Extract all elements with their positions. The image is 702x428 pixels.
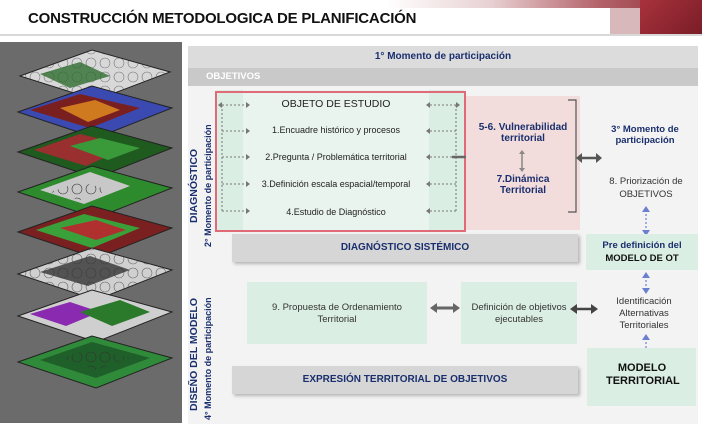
arrow-priorizacion-predefinicion-icon — [640, 206, 652, 236]
header-divider — [0, 34, 702, 36]
objeto-row-1: 1.Encuadre histórico y procesos — [271, 125, 401, 135]
predefinicion-line2: MODELO DE OT — [605, 253, 679, 264]
momento2-label: 2° Momento de participación — [203, 124, 213, 248]
header-decoration-light — [610, 8, 640, 34]
arrow-vulnerabilidad-dinamica-icon — [517, 150, 527, 172]
expresion-territorial-bar: EXPRESIÓN TERRITORIAL DE OBJETIVOS — [232, 366, 578, 394]
definicion-objetivos-text: Definición de objetivos ejecutables — [471, 302, 567, 325]
propuesta-text: 9. Propuesta de Ordenamiento Territorial — [272, 302, 402, 325]
objeto-arrows — [216, 90, 466, 230]
diagnostico-label: DIAGNÓSTICO — [188, 148, 200, 224]
arrow-propuesta-definicion-icon — [430, 302, 460, 314]
identificacion-text: Identificación Alternativas Territoriales — [616, 296, 672, 331]
arrow-definicion-identificacion-icon — [570, 303, 598, 315]
momento4-label: 4° Momento de participación — [203, 297, 213, 420]
priorizacion-line2: OBJETIVOS — [619, 189, 673, 200]
objeto-row-2: 2.Pregunta / Problemática territorial — [265, 152, 407, 162]
diseno-label: DISEÑO DEL MODELO — [188, 298, 200, 412]
objeto-estudio-header: OBJETO DE ESTUDIO — [281, 98, 391, 110]
header-gradient-bar — [0, 0, 702, 8]
vulnerabilidad-text: 5-6. Vulnerabilidad territorial — [478, 122, 568, 144]
momento3-text: 3° Momento de participación — [611, 124, 679, 146]
modelo-territorial-text: MODELO TERRITORIAL — [606, 362, 680, 387]
objeto-row-3: 3.Definición escala espacial/temporal — [261, 179, 411, 189]
arrow-predefinicion-identificacion-icon — [640, 272, 652, 294]
dinamica-text: 7.Dinámica Territorial — [496, 174, 550, 196]
map-layers-illustration — [0, 42, 182, 423]
objeto-row-4: 4.Estudio de Diagnóstico — [286, 207, 386, 217]
predefinicion-line1: Pre definición del — [602, 240, 682, 251]
objetivos-banner: OBJETIVOS — [188, 68, 698, 86]
map-layers-image — [0, 42, 182, 423]
header-decoration-red — [640, 0, 702, 34]
arrow-momento3-icon — [576, 152, 602, 164]
momento1-banner: 1° Momento de participación — [188, 46, 698, 68]
page-title: CONSTRUCCIÓN METODOLOGICA DE PLANIFICACIÓN — [28, 10, 417, 27]
diagnostico-sistemico-bar: DIAGNÓSTICO SISTÉMICO — [232, 234, 578, 262]
priorizacion-line1: 8. Priorización de — [609, 176, 683, 187]
